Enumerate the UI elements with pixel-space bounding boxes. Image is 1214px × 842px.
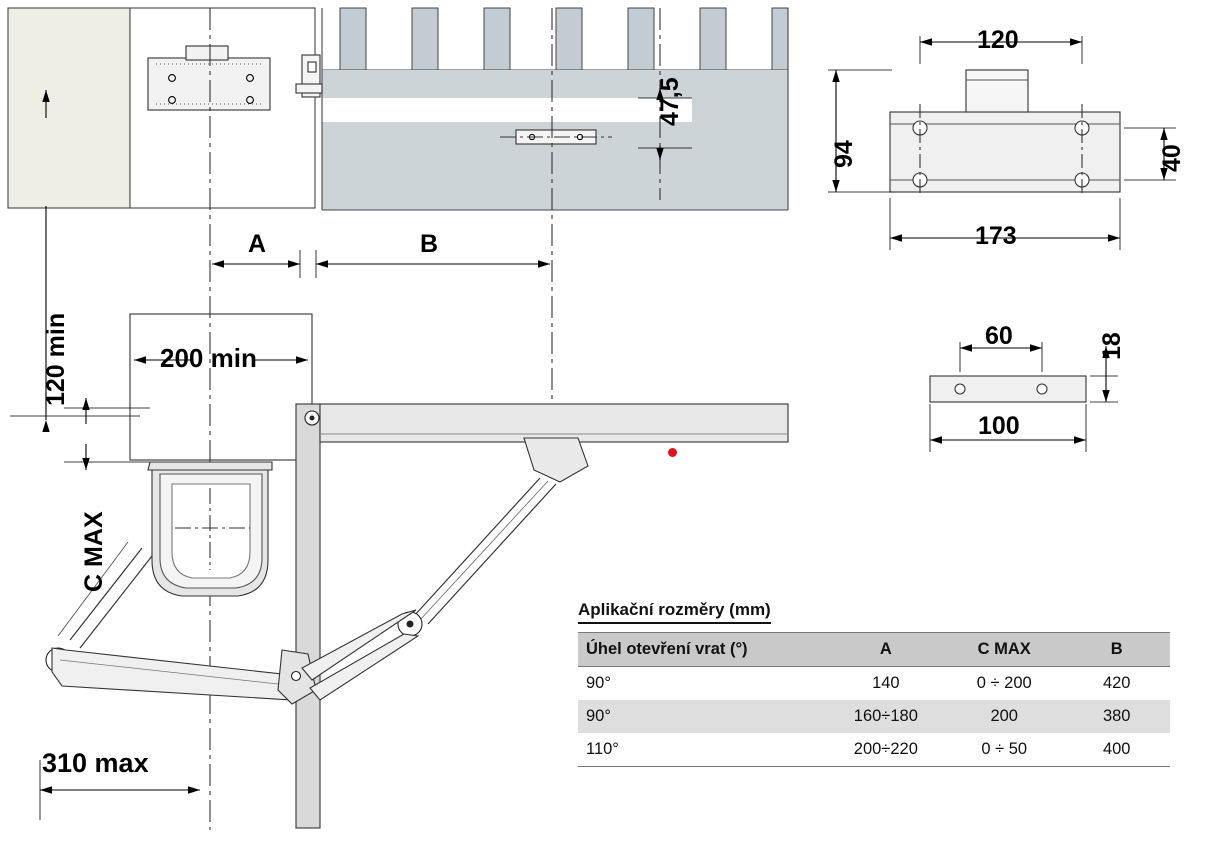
table-row [578,700,1170,733]
cell-cmax: 0 ÷ 200 [976,674,1032,692]
table-header-row [578,633,1170,667]
table-header-cmax: C MAX [945,633,1063,667]
dimension-label-94: 94 [830,140,858,168]
cell-cmax: 200 [945,700,1063,733]
table-header-a: A [827,633,945,667]
cell-cmax: 0 ÷ 50 [945,733,1063,767]
dimension-label-47-5: 47,5 [656,77,684,126]
cell-a: 140 [872,674,900,692]
cell-angle: 90° [586,674,611,692]
dimension-label-a: A [248,230,267,258]
table-header-angle: Úhel otevření vrat (°) [578,633,827,667]
dimension-label-200-min: 200 min [160,343,257,373]
table-row [578,667,1170,701]
cell-a: 200÷220 [827,733,945,767]
red-dot-marker [668,448,677,457]
dimension-label-18: 18 [1098,332,1126,360]
cell-b: 400 [1063,733,1170,767]
dimension-label-b: B [420,230,439,258]
dimension-label-173: 173 [975,222,1017,250]
cell-angle: 90° [578,700,827,733]
dimension-label-100: 100 [978,412,1020,440]
dimension-label-40: 40 [1158,144,1186,172]
application-dimensions-section [578,600,1188,767]
dimension-label-120: 120 [977,26,1019,54]
cell-angle: 110° [578,733,827,767]
table-header-b: B [1063,633,1170,667]
table-title: Aplikační rozměry (mm) [578,600,771,624]
dimension-label-310-max: 310 max [42,748,149,778]
application-dimensions-table [578,632,1170,767]
cell-b: 380 [1063,700,1170,733]
dimension-label-120-min: 120 min [42,312,70,406]
table-row [578,733,1170,767]
cell-a: 160÷180 [827,700,945,733]
dimension-label-60: 60 [985,322,1013,350]
dimension-label-c-max: C MAX [80,511,108,592]
cell-b: 420 [1102,674,1131,692]
